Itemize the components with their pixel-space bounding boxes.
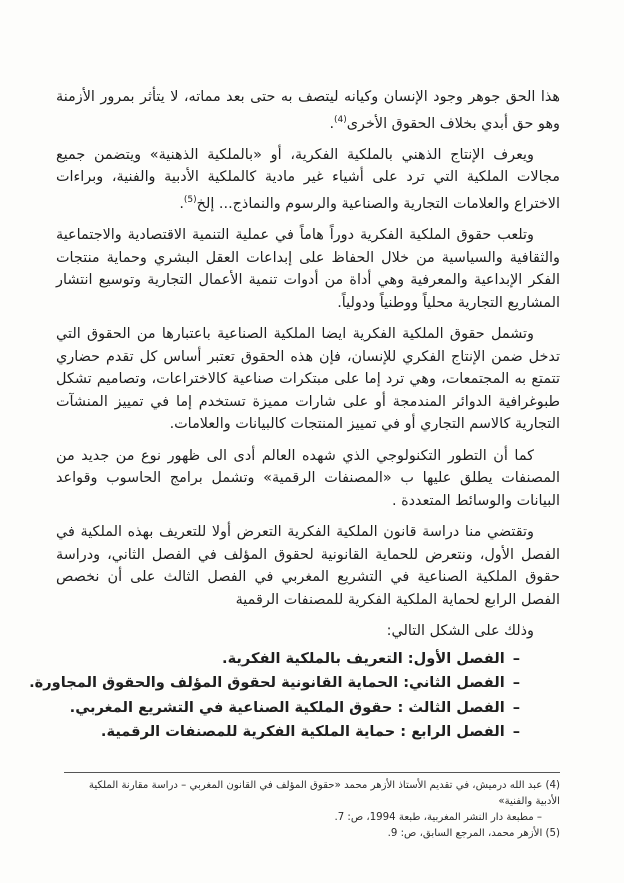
- outline-item-label: الفصل الثالث : حقوق الملكية الصناعية في التشريع المغربي.: [69, 698, 505, 716]
- body-text: [29, 86, 560, 745]
- outline-dash: –: [512, 723, 520, 741]
- footnote-5: (5) الأزهر محمد، المرجع السابق، ص: 9.: [387, 828, 560, 839]
- outline-item-label: الفصل الثاني: الحماية القانونية لحقوق المؤلف والحقوق المجاورة.: [29, 674, 505, 692]
- outline-item-chapter-1: [56, 647, 520, 672]
- footnotes: [64, 778, 560, 842]
- chapter-outline: [29, 647, 560, 745]
- outline-dash: –: [512, 698, 520, 716]
- footnote-ref-5[interactable]: (5): [183, 194, 197, 205]
- paragraph-1-tail: .: [329, 115, 335, 132]
- outline-item-label: الفصل الرابع : حماية الملكية الفكرية للمصنفات الرقمية.: [100, 723, 505, 741]
- footnote-4-continuation: – مطبعة دار النشر المغربية، طبعة 1994، ص: 7.: [334, 812, 542, 823]
- paragraph-3: وتلعب حقوق الملكية الفكرية دوراً هاماً في عملية التنمية الاقتصادية والاجتماعية والثقافية والسياسية من خلال الحفاظ على إبداعات العقل البشري وحماية منتجات الفكر الإبداعية والمعرفية وهي أداة من أدوات تنمية الأعمال التجارية وتوسيع انتشار المشاريع التجارية محلياً ووطنياً ودولياً.: [56, 227, 560, 311]
- paragraph-6: وتقتضي منا دراسة قانون الملكية الفكرية التعرض أولا للتعريف بهذه الملكية في الفصل الأول، ونتعرض للحماية القانونية لحقوق المؤلف في الفصل الثاني، ودراسة حقوق الملكية الصناعية في التشريع المغربي في الفصل الثالث على أن نخصص الفصل الرابع لحماية الملكية الفكرية للمصنفات الرقمية: [56, 524, 560, 608]
- paragraph-2: [56, 144, 560, 215]
- outline-intro: وذلك على الشكل التالي:: [386, 623, 534, 640]
- outline-item-chapter-3: [56, 696, 520, 721]
- paragraph-5: كما أن التطور التكنولوجي الذي شهده العالم أدى الى ظهور نوع من جديد من المصنفات يطلق عليها ب «المصنفات الرقمية» وتشمل برامج الحاسوب وقواعد البيانات والوسائط المتعددة .: [56, 447, 560, 509]
- outline-item-label: الفصل الأول: التعريف بالملكية الفكرية.: [222, 649, 505, 667]
- footnote-4: (4) عبد الله درميش، في تقديم الأستاذ الأزهر محمد «حقوق المؤلف في القانون المغربي – دراسة مقارنة الملكية الأدبية والفنية»: [88, 780, 560, 807]
- paragraph-4: وتشمل حقوق الملكية الفكرية ايضا الملكية الصناعية باعتبارها من الحقوق التي تدخل ضمن الإنتاج الفكري للإنسان، فإن هذه الحقوق تعتبر أساس كل تقدم حضاري تتمتع به المجتمعات، وهي ترد إما على مبتكرات صناعية كالاختراعات، وتصاميم تشكل طبوغرافية الدوائر المندمجة أو على شارات مميزة تستخدم إما في تمييز المنشآت التجارية كالاسم التجاري أو في تمييز المنتجات كالبيانات والعلامات.: [56, 326, 560, 433]
- outline-dash: –: [512, 674, 520, 692]
- paragraph-1: [56, 86, 560, 135]
- paragraph-2-tail: .: [179, 195, 184, 212]
- footnote-ref-4[interactable]: (4): [334, 114, 347, 125]
- footnote-separator: [64, 772, 560, 773]
- paragraph-1-text: هذا الحق جوهر وجود الإنسان وكيانه ليتصف به حتى بعد مماته، لا يتأثر بمرور الأزمنة وهو حق أبدي بخلاف الحقوق الأخرى: [56, 89, 560, 132]
- outline-item-chapter-4: [56, 720, 520, 745]
- paragraph-2-text: ويعرف الإنتاج الذهني بالملكية الفكرية، أو «بالملكية الذهنية» ويتضمن جميع مجالات الملكية التي ترد على أشياء غير مادية كالملكية الأدبية والفنية، وبراءات الاختراع والعلامات التجارية والصناعية والرسوم والنماذج... إلخ: [56, 146, 560, 212]
- outline-dash: –: [512, 649, 520, 667]
- outline-item-chapter-2: [29, 671, 520, 696]
